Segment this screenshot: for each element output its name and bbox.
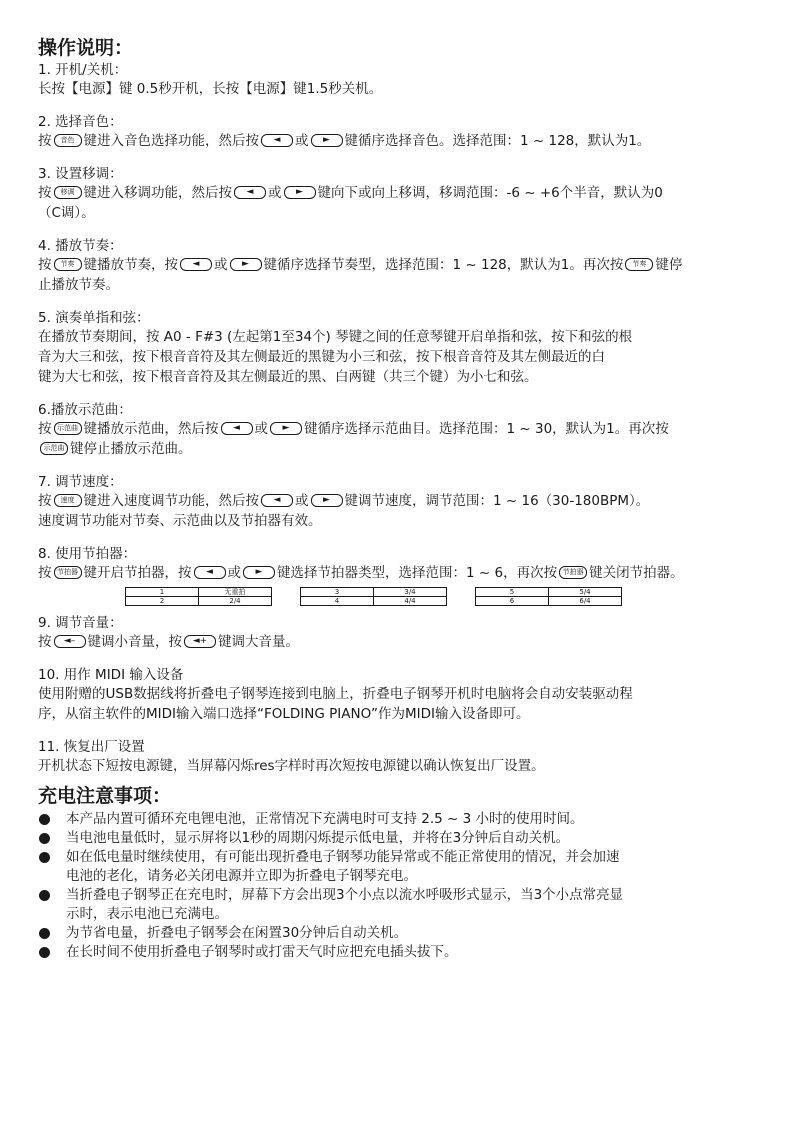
section-rhythm xyxy=(38,237,768,295)
section-text: 在播放节奏期间，按 A0 - F#3 (左起第1至34个) 琴键之间的任意琴键开启单指和弦，按下和弦的根 xyxy=(38,329,633,345)
section-text xyxy=(38,632,768,652)
right-arrow-key-icon: ► xyxy=(270,422,302,435)
text-part: 键播放节奏，按 xyxy=(83,257,178,273)
text-part: 或 xyxy=(214,257,228,273)
section-text: 键为大七和弦，按下根音音符及其左侧最近的黑、白两键（共三个键）为小七和弦。 xyxy=(38,369,538,385)
section-text xyxy=(38,563,768,583)
table-cell: 2 xyxy=(126,597,199,606)
section-demo xyxy=(38,401,768,459)
metronome-key-icon: 节拍器 xyxy=(559,566,587,579)
section-volume xyxy=(38,614,768,652)
section-text: （C调）。 xyxy=(38,205,95,221)
table-row xyxy=(476,597,622,606)
text-part: 键开启节拍器，按 xyxy=(83,565,192,581)
text-part: 键进入速度调节功能，然后按 xyxy=(83,493,259,509)
list-item xyxy=(38,848,768,886)
left-arrow-key-icon: ◄ xyxy=(221,422,253,435)
bullet-icon xyxy=(39,928,50,939)
rhythm-key-icon: 节奏 xyxy=(625,258,653,271)
table-cell: 3/4 xyxy=(374,588,447,597)
metronome-tables xyxy=(125,587,768,606)
table-cell: 3 xyxy=(301,588,374,597)
table-cell: 6/4 xyxy=(549,597,622,606)
list-item-text: 本产品内置可循环充电锂电池，正常情况下充满电时可支持 2.5 ~ 3 小时的使用时间。 xyxy=(66,811,584,827)
voice-key-icon: 音色 xyxy=(54,134,82,147)
text-part: 键停 xyxy=(655,257,683,273)
text-part: 或 xyxy=(227,565,241,581)
list-item-text: 当电池电量低时，显示屏将以1秒的周期闪烁提示低电量，并将在3分钟后自动关机。 xyxy=(66,830,570,846)
section-title: 5. 演奏单指和弦： xyxy=(38,310,150,326)
section-text: 开机状态下短按电源键，当屏幕闪烁res字样时再次短按电源键以确认恢复出厂设置。 xyxy=(38,758,545,774)
table-row xyxy=(301,597,447,606)
volume-down-key-icon: ◄– xyxy=(54,635,86,648)
section-title: 3. 设置移调： xyxy=(38,166,123,182)
section-title: 4. 播放节奏： xyxy=(38,238,123,254)
section-text: 速度调节功能对节奏、示范曲以及节拍器有效。 xyxy=(38,513,322,529)
table-cell: 5/4 xyxy=(549,588,622,597)
list-item xyxy=(38,943,768,962)
section-title: 2. 选择音色： xyxy=(38,114,123,130)
text-part: 或 xyxy=(268,185,282,201)
demo-key-icon: 示范曲 xyxy=(54,422,82,435)
section-text xyxy=(38,255,768,275)
bullet-icon xyxy=(39,814,50,825)
list-item-text: 当折叠电子钢琴正在充电时，屏幕下方会出现3个小点以流水呼吸形式显示，当3个小点常亮显 xyxy=(66,887,624,903)
section-title: 6.播放示范曲： xyxy=(38,402,132,418)
section-power xyxy=(38,61,768,99)
text-part: 键进入音色选择功能，然后按 xyxy=(83,133,259,149)
text-part: 按 xyxy=(38,185,52,201)
text-part: 键循序选择音色。选择范围：1 ~ 128，默认为1。 xyxy=(344,133,651,149)
list-item xyxy=(38,924,768,943)
text-part: 键关闭节拍器。 xyxy=(589,565,684,581)
bullet-icon xyxy=(39,947,50,958)
section-title: 1. 开机/关机： xyxy=(38,62,128,78)
table-row xyxy=(476,588,622,597)
left-arrow-key-icon: ◄ xyxy=(261,494,293,507)
text-part: 键停止播放示范曲。 xyxy=(70,441,192,457)
section-text xyxy=(38,131,768,151)
section-text: 使用附赠的USB数据线将折叠电子钢琴连接到电脑上，折叠电子钢琴开机时电脑将会自动安装驱动程 xyxy=(38,686,633,702)
table-cell: 无重拍 xyxy=(199,588,272,597)
text-part: 按 xyxy=(38,493,52,509)
table-row xyxy=(126,588,272,597)
section-text xyxy=(38,183,768,203)
table-cell: 4 xyxy=(301,597,374,606)
table-cell: 4/4 xyxy=(374,597,447,606)
list-item xyxy=(38,810,768,829)
section-text xyxy=(38,491,768,511)
table-cell: 2/4 xyxy=(199,597,272,606)
list-item-text: 如在低电量时继续使用，有可能出现折叠电子钢琴功能异常或不能正常使用的情况，并会加速 xyxy=(66,849,620,865)
table-cell: 1 xyxy=(126,588,199,597)
text-part: 按 xyxy=(38,565,52,581)
section-voice xyxy=(38,113,768,151)
text-part: 键选择节拍器类型，选择范围：1 ~ 6，再次按 xyxy=(277,565,558,581)
section-title: 7. 调节速度： xyxy=(38,474,123,490)
metronome-table xyxy=(300,587,447,606)
section-transpose xyxy=(38,165,768,223)
metronome-table xyxy=(125,587,272,606)
metronome-table xyxy=(475,587,622,606)
text-part: 键循序选择示范曲目。选择范围：1 ~ 30，默认为1。再次按 xyxy=(304,421,669,437)
section-title: 8. 使用节拍器： xyxy=(38,546,137,562)
text-part: 或 xyxy=(295,133,309,149)
left-arrow-key-icon: ◄ xyxy=(180,258,212,271)
list-item xyxy=(38,886,768,924)
left-arrow-key-icon: ◄ xyxy=(234,186,266,199)
text-part: 按 xyxy=(38,421,52,437)
text-part: 按 xyxy=(38,133,52,149)
list-item-text: 在长时间不使用折叠电子钢琴时或打雷天气时应把充电插头拔下。 xyxy=(66,944,458,960)
section-text: 音为大三和弦，按下根音音符及其左侧最近的黑键为小三和弦，按下根音音符及其左侧最近的白 xyxy=(38,349,605,365)
section-midi xyxy=(38,666,768,724)
text-part: 键进入移调功能，然后按 xyxy=(83,185,232,201)
text-part: 按 xyxy=(38,257,52,273)
text-part: 键调节速度，调节范围：1 ~ 16（30-180BPM）。 xyxy=(344,493,650,509)
rhythm-key-icon: 节奏 xyxy=(54,258,82,271)
charging-notes-list xyxy=(38,810,768,962)
text-part: 键向下或向上移调，移调范围：-6 ~ +6个半音，默认为0 xyxy=(317,185,663,201)
section-title: 9. 调节音量： xyxy=(38,615,123,631)
section-text: 序，从宿主软件的MIDI输入端口选择“FOLDING PIANO”作为MIDI输入设备即可。 xyxy=(38,706,530,722)
right-arrow-key-icon: ► xyxy=(311,134,343,147)
text-part: 或 xyxy=(295,493,309,509)
left-arrow-key-icon: ◄ xyxy=(194,566,226,579)
section-text: 长按【电源】键 0.5秒开机，长按【电源】键1.5秒关机。 xyxy=(38,81,383,97)
section-text xyxy=(38,419,768,439)
section-text xyxy=(38,439,768,459)
text-part: 键调大音量。 xyxy=(218,634,299,650)
manual-page xyxy=(38,36,768,962)
section-metronome xyxy=(38,545,768,606)
section-title: 10. 用作 MIDI 输入设备 xyxy=(38,667,184,683)
list-item-text: 示时，表示电池已充满电。 xyxy=(66,906,228,922)
section-factory-reset xyxy=(38,738,768,776)
page-title: 操作说明： xyxy=(38,37,134,59)
table-cell: 6 xyxy=(476,597,549,606)
section-title: 11. 恢复出厂设置 xyxy=(38,739,145,755)
bullet-icon xyxy=(39,852,50,863)
left-arrow-key-icon: ◄ xyxy=(261,134,293,147)
table-cell: 5 xyxy=(476,588,549,597)
list-item-text: 为节省电量，折叠电子钢琴会在闲置30分钟后自动关机。 xyxy=(66,925,408,941)
demo-key-icon: 示范曲 xyxy=(40,442,68,455)
list-item xyxy=(38,829,768,848)
right-arrow-key-icon: ► xyxy=(284,186,316,199)
text-part: 键循序选择节奏型，选择范围：1 ~ 128，默认为1。再次按 xyxy=(263,257,624,273)
section-chord xyxy=(38,309,768,387)
charging-title: 充电注意事项： xyxy=(38,785,172,807)
volume-up-key-icon: ◄+ xyxy=(184,635,216,648)
metronome-key-icon: 节拍器 xyxy=(54,566,82,579)
bullet-icon xyxy=(39,890,50,901)
section-tempo xyxy=(38,473,768,531)
right-arrow-key-icon: ► xyxy=(243,566,275,579)
table-row xyxy=(301,588,447,597)
text-part: 键调小音量，按 xyxy=(87,634,182,650)
list-item-text: 电池的老化，请务必关闭电源并立即为折叠电子钢琴充电。 xyxy=(66,868,417,884)
bullet-icon xyxy=(39,833,50,844)
text-part: 键播放示范曲，然后按 xyxy=(83,421,219,437)
right-arrow-key-icon: ► xyxy=(311,494,343,507)
right-arrow-key-icon: ► xyxy=(230,258,262,271)
table-row xyxy=(126,597,272,606)
transpose-key-icon: 移调 xyxy=(54,186,82,199)
text-part: 按 xyxy=(38,634,52,650)
tempo-key-icon: 速度 xyxy=(54,494,82,507)
section-text: 止播放节奏。 xyxy=(38,277,119,293)
text-part: 或 xyxy=(254,421,268,437)
